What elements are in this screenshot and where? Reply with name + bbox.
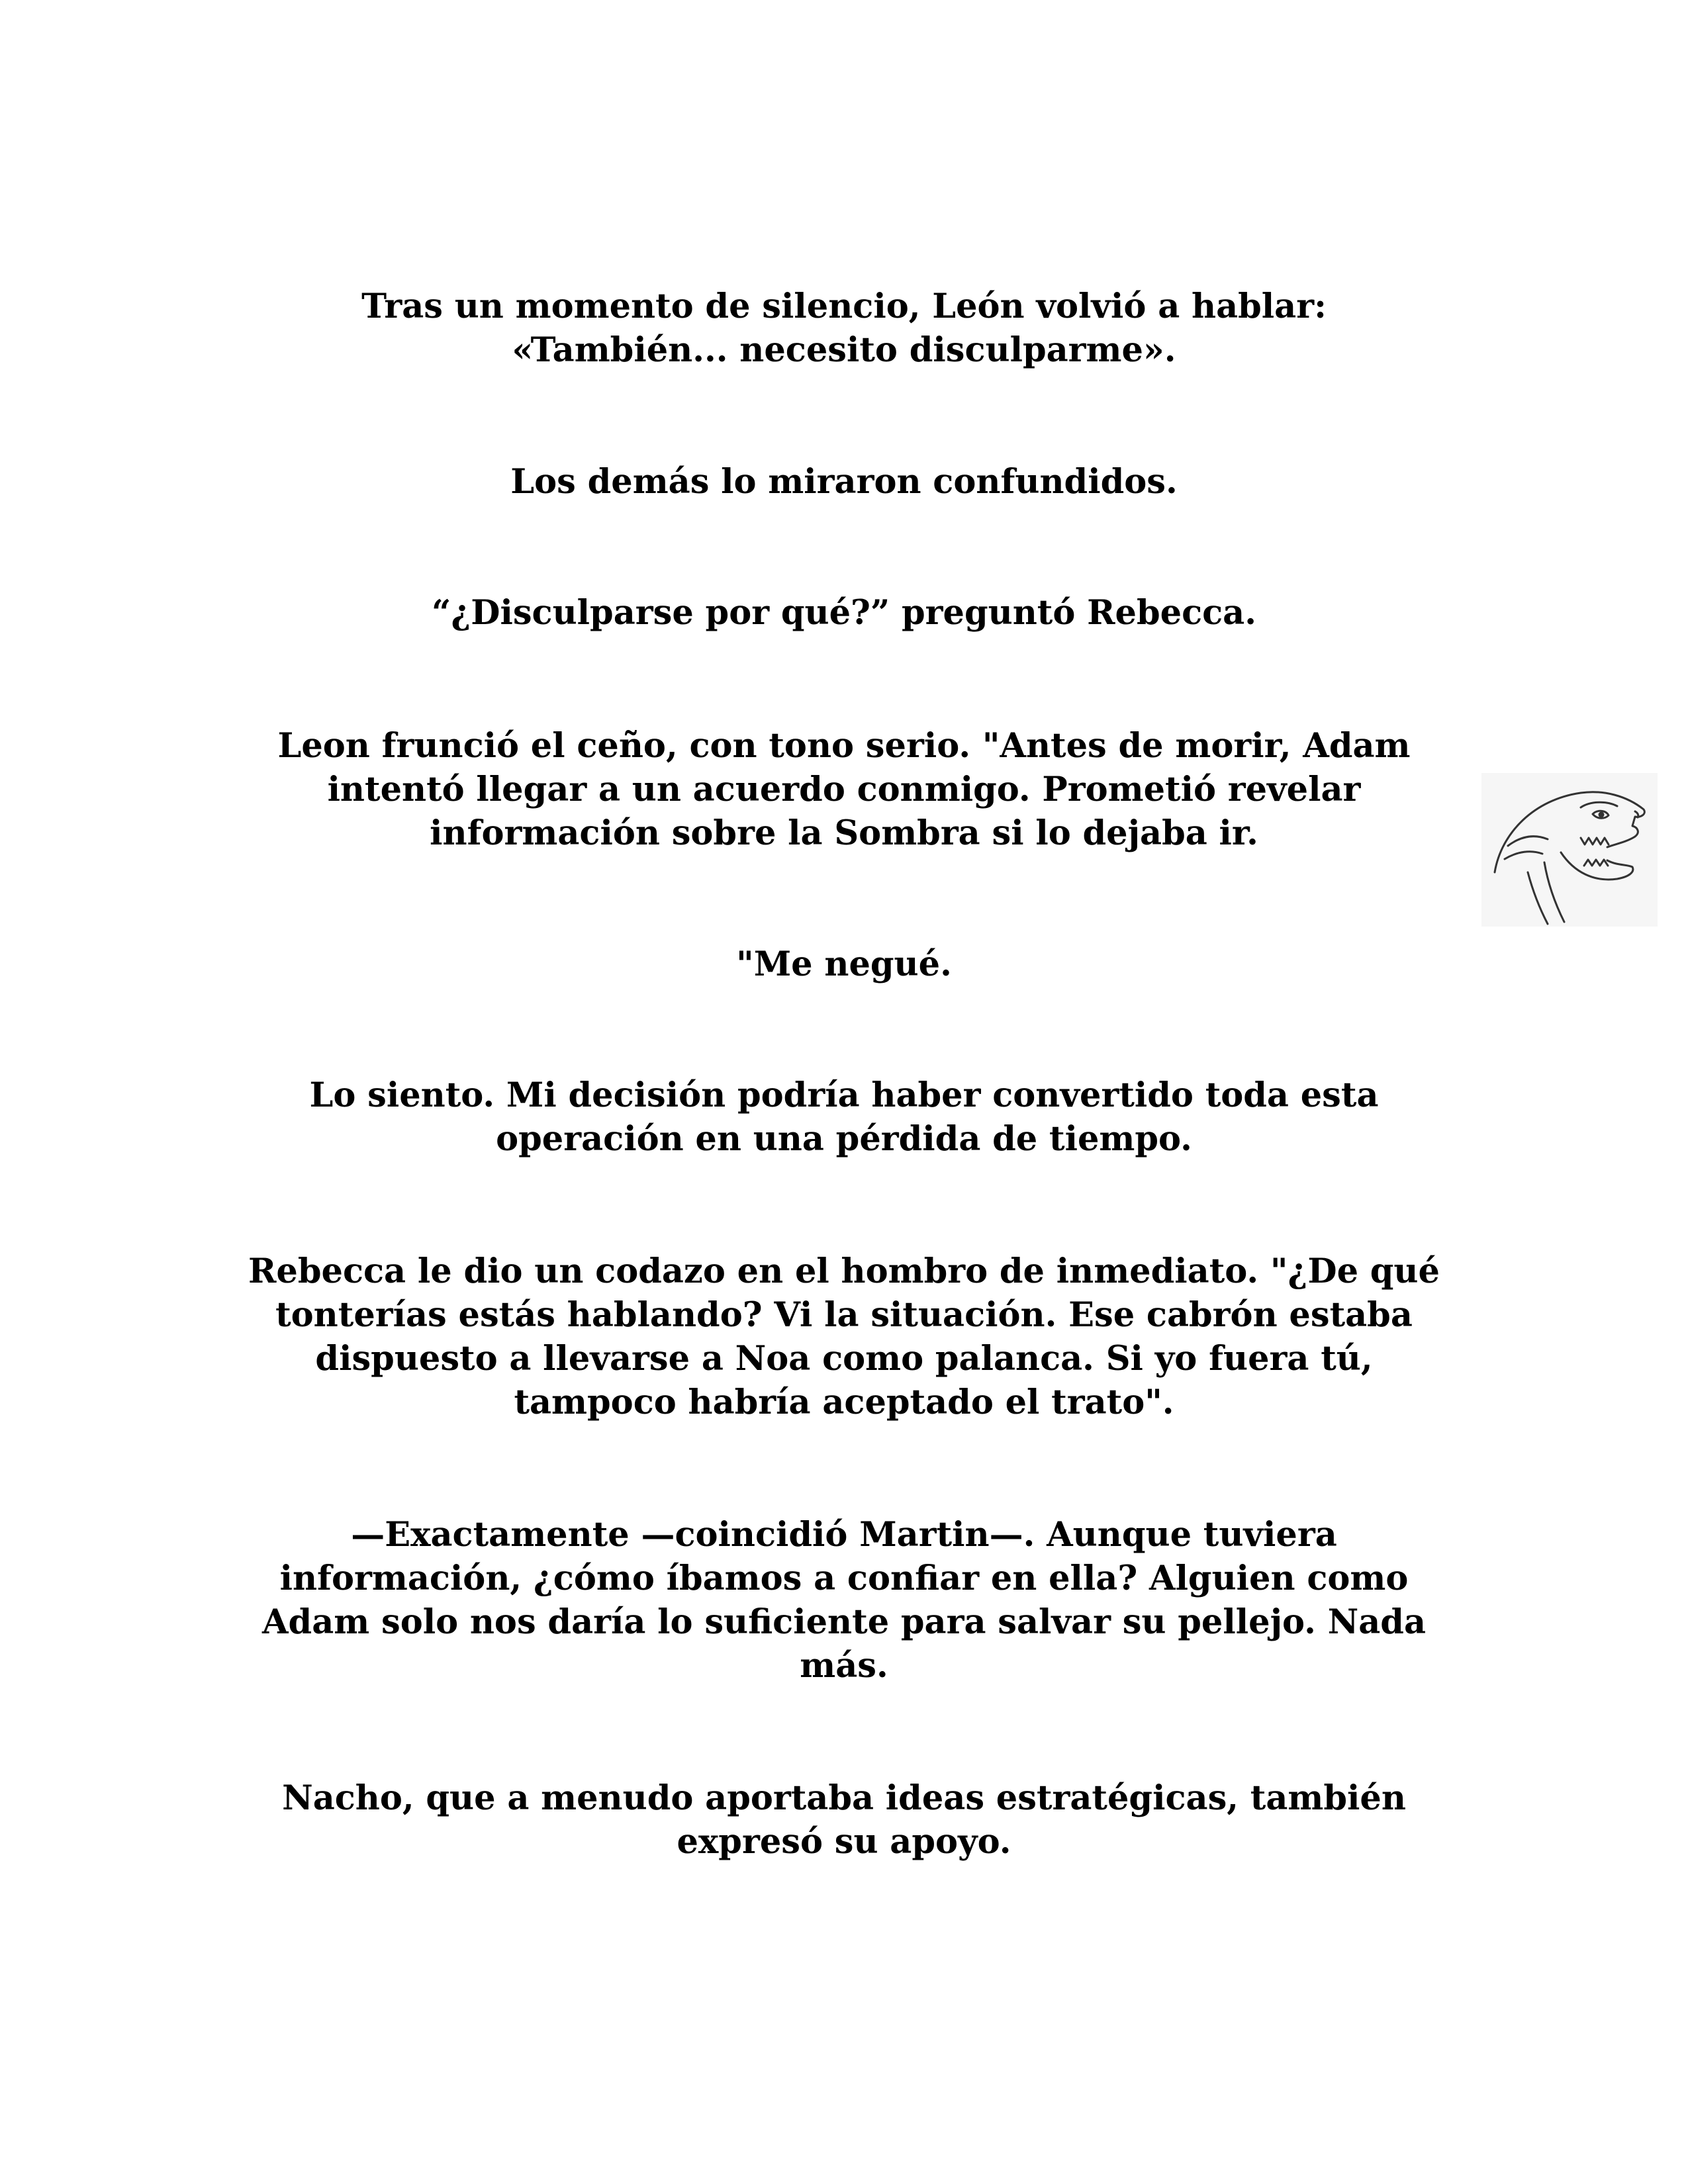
- paragraph-5: [218, 942, 1470, 986]
- paragraph-1: [218, 285, 1470, 372]
- text-line: dispuesto a llevarse a Noa como palanca. Si yo fuera tú,: [315, 1339, 1373, 1379]
- text-line: expresó su apoyo.: [677, 1822, 1011, 1862]
- paragraph-9: [218, 1776, 1470, 1864]
- text-line: —Exactamente —coincidió Martin—. Aunque tuviera: [351, 1515, 1337, 1555]
- dinosaur-sketch-icon: [1481, 773, 1658, 927]
- text-line: “¿Disculparse por qué?” preguntó Rebecca.: [432, 593, 1256, 633]
- text-line: tampoco habría aceptado el trato".: [514, 1383, 1174, 1422]
- text-line: intentó llegar a un acuerdo conmigo. Prometió revelar: [327, 770, 1361, 809]
- text-line: Rebecca le dio un codazo en el hombro de inmediato. "¿De qué: [248, 1251, 1440, 1291]
- paragraph-2: [218, 460, 1470, 504]
- text-line: operación en una pérdida de tiempo.: [496, 1119, 1192, 1159]
- text-line: Tras un momento de silencio, León volvió a hablar:: [361, 287, 1327, 326]
- text-line: Nacho, que a menudo aportaba ideas estratégicas, también: [282, 1778, 1406, 1818]
- paragraph-4: [218, 724, 1470, 855]
- text-line: tonterías estás hablando? Vi la situación. Ese cabrón estaba: [275, 1295, 1413, 1335]
- paragraph-7: [218, 1250, 1470, 1424]
- text-line: Lo siento. Mi decisión podría haber convertido toda esta: [309, 1075, 1379, 1115]
- text-line: información sobre la Sombra si lo dejaba ir.: [430, 813, 1258, 853]
- text-line: "Me negué.: [736, 944, 952, 984]
- text-line: Leon frunció el ceño, con tono serio. "Antes de morir, Adam: [277, 726, 1411, 766]
- paragraph-8: [218, 1513, 1470, 1688]
- text-line: Los demás lo miraron confundidos.: [510, 462, 1178, 502]
- paragraph-6: [218, 1073, 1470, 1161]
- text-line: Adam solo nos daría lo suficiente para salvar su pellejo. Nada: [261, 1602, 1427, 1642]
- text-line: más.: [800, 1646, 888, 1686]
- paragraph-3: [218, 591, 1470, 635]
- text-line: información, ¿cómo íbamos a confiar en ella? Alguien como: [279, 1559, 1409, 1598]
- text-line: «También... necesito disculparme».: [512, 330, 1176, 370]
